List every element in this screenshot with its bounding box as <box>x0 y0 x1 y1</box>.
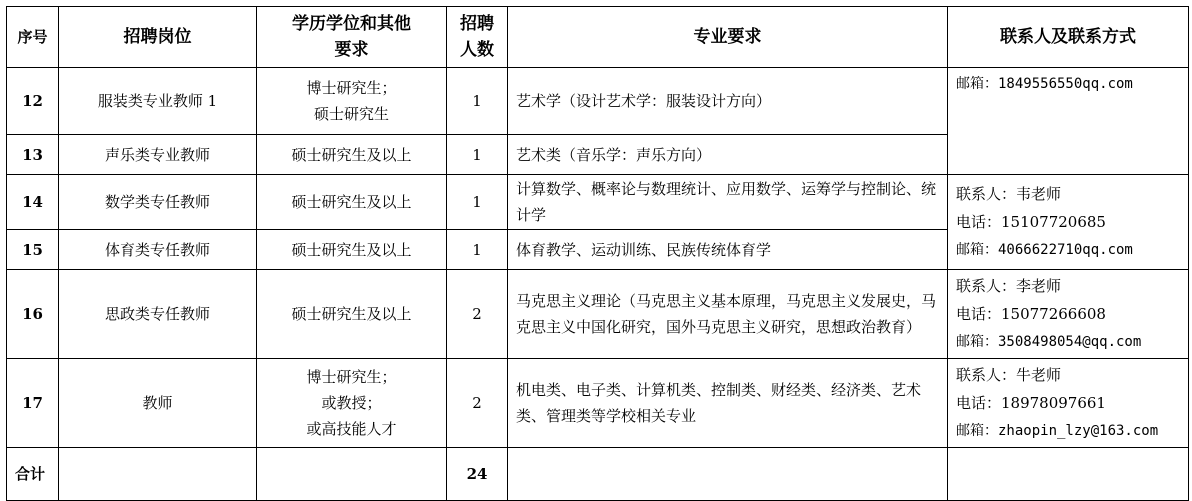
row-position: 声乐类专业教师 <box>59 135 257 175</box>
row-education <box>257 270 447 359</box>
contact-phone: 电话：15077266608 <box>956 305 1106 323</box>
table-row <box>7 68 1189 135</box>
row-education <box>257 230 447 270</box>
recruitment-table <box>6 6 1189 501</box>
row-position: 数学类专任教师 <box>59 175 257 230</box>
row-education <box>257 175 447 230</box>
education-line: 或高技能人才 <box>306 420 397 438</box>
row-count: 1 <box>447 135 508 175</box>
header-education <box>257 7 447 68</box>
education-line: 硕士研究生及以上 <box>291 193 412 211</box>
total-empty-position <box>59 448 257 501</box>
education-line: 硕士研究生及以上 <box>291 240 412 259</box>
contact-phone: 电话：18978097661 <box>956 394 1106 412</box>
row-major: 体育教学、运动训练、民族传统体育学 <box>508 230 948 270</box>
header-count-line1: 招聘 <box>460 14 494 34</box>
education-line: 博士研究生； <box>306 368 397 386</box>
row-position: 思政类专任教师 <box>59 270 257 359</box>
row-major: 艺术学（设计艺术学：服装设计方向） <box>508 68 948 135</box>
total-row <box>7 448 1189 501</box>
row-position: 服装类专业教师 1 <box>59 68 257 135</box>
table-row <box>7 175 1189 230</box>
total-empty-contact <box>948 448 1189 501</box>
education-line: 硕士研究生 <box>313 105 389 123</box>
row-count: 2 <box>447 359 508 448</box>
row-education <box>257 359 447 448</box>
education-line: 或教授； <box>321 394 382 412</box>
contact-cell <box>948 175 1189 270</box>
row-position: 体育类专任教师 <box>59 230 257 270</box>
row-seq: 14 <box>7 175 59 230</box>
header-count <box>447 7 508 68</box>
row-count: 1 <box>447 230 508 270</box>
row-major: 机电类、电子类、计算机类、控制类、财经类、经济类、艺术类、管理类等学校相关专业 <box>508 359 948 448</box>
row-position: 教师 <box>59 359 257 448</box>
table-row <box>7 359 1189 448</box>
row-seq: 15 <box>7 230 59 270</box>
contact-person: 联系人：牛老师 <box>956 366 1062 384</box>
total-empty-major <box>508 448 948 501</box>
row-seq: 12 <box>7 68 59 135</box>
total-label: 合计 <box>7 448 59 501</box>
header-education-line1: 学历学位和其他 <box>292 14 411 34</box>
total-count: 24 <box>447 448 508 501</box>
contact-email: 邮箱：4066622710qq.com <box>956 242 1133 258</box>
contact-cell <box>948 68 1189 175</box>
header-education-line2: 要求 <box>334 40 369 60</box>
header-contact: 联系人及联系方式 <box>948 7 1189 68</box>
header-seq: 序号 <box>7 7 59 68</box>
contact-email: 邮箱：zhaopin_lzy@163.com <box>956 423 1159 439</box>
row-major: 计算数学、概率论与数理统计、应用数学、运筹学与控制论、统计学 <box>508 175 948 230</box>
contact-cell <box>948 270 1189 359</box>
row-count: 2 <box>447 270 508 359</box>
header-position: 招聘岗位 <box>59 7 257 68</box>
education-line: 硕士研究生及以上 <box>291 145 412 164</box>
contact-phone: 电话：15107720685 <box>956 213 1106 231</box>
row-seq: 16 <box>7 270 59 359</box>
header-count-line2: 人数 <box>460 40 494 60</box>
total-empty-education <box>257 448 447 501</box>
row-count: 1 <box>447 175 508 230</box>
header-row <box>7 7 1189 68</box>
row-major: 艺术类（音乐学：声乐方向） <box>508 135 948 175</box>
row-count: 1 <box>447 68 508 135</box>
contact-email: 邮箱：3508498054@qq.com <box>956 334 1142 350</box>
header-major: 专业要求 <box>508 7 948 68</box>
contact-email: 邮箱：1849556550qq.com <box>956 76 1133 92</box>
table-row <box>7 270 1189 359</box>
row-seq: 13 <box>7 135 59 175</box>
row-education <box>257 68 447 135</box>
row-seq: 17 <box>7 359 59 448</box>
contact-person: 联系人：韦老师 <box>956 185 1062 203</box>
education-line: 博士研究生； <box>306 79 397 97</box>
row-major: 马克思主义理论（马克思主义基本原理，马克思主义发展史，马克思主义中国化研究，国外马克思主义研究，思想政治教育） <box>508 270 948 359</box>
contact-cell <box>948 359 1189 448</box>
contact-person: 联系人：李老师 <box>956 277 1062 295</box>
row-education <box>257 135 447 175</box>
education-line: 硕士研究生及以上 <box>291 305 412 323</box>
